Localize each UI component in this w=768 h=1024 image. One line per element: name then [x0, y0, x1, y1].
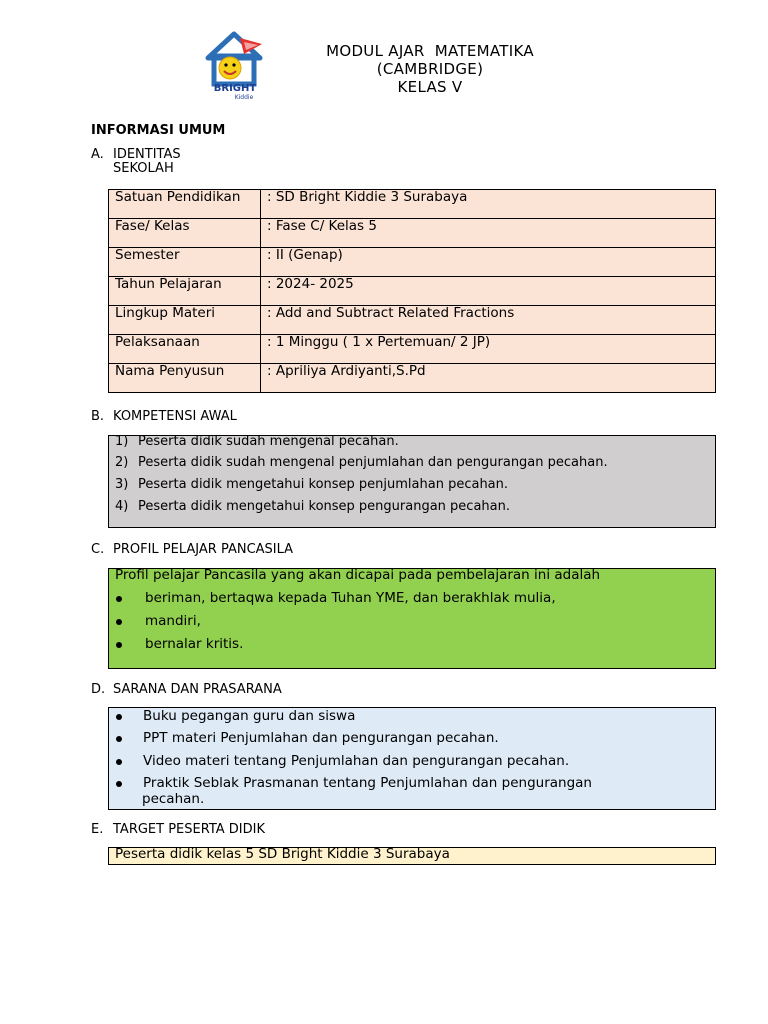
row-value: : Add and Subtract Related Fractions [261, 306, 716, 335]
section-a-letter: A. [91, 147, 104, 162]
section-e-letter: E. [91, 822, 104, 837]
row-key: Tahun Pelajaran [109, 277, 261, 306]
bullet-icon [116, 781, 122, 787]
title-line-2: (CAMBRIDGE) [376, 60, 484, 78]
section-d-title: SARANA DAN PRASARANA [113, 682, 282, 697]
row-key: Satuan Pendidikan [109, 190, 261, 219]
item-number: 4) [115, 499, 129, 514]
bullet-icon [116, 642, 122, 648]
item-text: mandiri, [145, 613, 201, 629]
item-text-continuation: pecahan. [142, 791, 205, 807]
list-item [115, 434, 399, 449]
table-row [109, 190, 716, 219]
target-text: Peserta didik kelas 5 SD Bright Kiddie 3 Surabaya [115, 846, 450, 862]
item-text: Peserta didik mengetahui konsep penjumlahan pecahan. [138, 477, 509, 492]
row-value: : Apriliya Ardiyanti,S.Pd [261, 364, 716, 393]
table-row [109, 248, 716, 277]
row-key: Semester [109, 248, 261, 277]
item-text: bernalar kritis. [145, 636, 244, 652]
row-key: Lingkup Materi [109, 306, 261, 335]
bullet-icon [116, 759, 122, 765]
row-value: : SD Bright Kiddie 3 Surabaya [261, 190, 716, 219]
row-key: Pelaksanaan [109, 335, 261, 364]
svg-text:Kiddie: Kiddie [234, 94, 254, 101]
table-row [109, 219, 716, 248]
item-text: beriman, bertaqwa kepada Tuhan YME, dan berakhlak mulia, [145, 590, 556, 606]
section-b-letter: B. [91, 409, 105, 424]
identity-table [108, 189, 716, 393]
section-a-title-line-2: SEKOLAH [113, 161, 174, 176]
item-number: 2) [115, 455, 129, 470]
bullet-icon [116, 736, 122, 742]
kompetensi-awal-box [108, 435, 716, 528]
svg-text:BRIGHT: BRIGHT [213, 83, 257, 94]
list-item [115, 455, 608, 470]
row-key: Fase/ Kelas [109, 219, 261, 248]
row-value: : 1 Minggu ( 1 x Pertemuan/ 2 JP) [261, 335, 716, 364]
school-logo [200, 28, 270, 102]
bullet-icon [116, 596, 122, 602]
item-number: 1) [115, 434, 129, 449]
section-d-letter: D. [91, 682, 106, 697]
item-text: Video materi tentang Penjumlahan dan pengurangan pecahan. [143, 753, 570, 769]
profil-pelajar-box [108, 568, 716, 669]
list-item [115, 499, 510, 514]
table-row [109, 277, 716, 306]
bullet-icon [116, 714, 122, 720]
row-value: : Fase C/ Kelas 5 [261, 219, 716, 248]
profil-intro: Profil pelajar Pancasila yang akan dicapai pada pembelajaran ini adalah [115, 567, 601, 583]
list-item [115, 477, 508, 492]
item-text: Peserta didik mengetahui konsep pengurangan pecahan. [138, 499, 510, 514]
section-c-title: PROFIL PELAJAR PANCASILA [113, 542, 294, 557]
informasi-umum-heading: INFORMASI UMUM [91, 123, 226, 138]
item-text: PPT materi Penjumlahan dan pengurangan pecahan. [143, 730, 499, 746]
item-number: 3) [115, 477, 129, 492]
title-line-1: MODUL AJAR MATEMATIKA [326, 42, 534, 60]
document-title [270, 42, 590, 96]
row-key: Nama Penyusun [109, 364, 261, 393]
sarana-prasarana-box [108, 707, 716, 810]
section-e-title: TARGET PESERTA DIDIK [113, 822, 265, 837]
section-a-title-line-1: IDENTITAS [113, 147, 181, 162]
table-row [109, 364, 716, 393]
row-value: : 2024- 2025 [261, 277, 716, 306]
target-peserta-box [108, 847, 716, 865]
table-row [109, 335, 716, 364]
item-text: Peserta didik sudah mengenal pecahan. [138, 434, 399, 449]
item-text: Peserta didik sudah mengenal penjumlahan dan pengurangan pecahan. [138, 455, 608, 470]
item-text: Buku pegangan guru dan siswa [143, 708, 356, 724]
title-line-3: KELAS V [397, 78, 463, 96]
table-row [109, 306, 716, 335]
row-value: : II (Genap) [261, 248, 716, 277]
section-b-title: KOMPETENSI AWAL [113, 409, 237, 424]
section-c-letter: C. [91, 542, 105, 557]
item-text: Praktik Seblak Prasmanan tentang Penjumlahan dan pengurangan [143, 775, 592, 791]
bullet-icon [116, 619, 122, 625]
